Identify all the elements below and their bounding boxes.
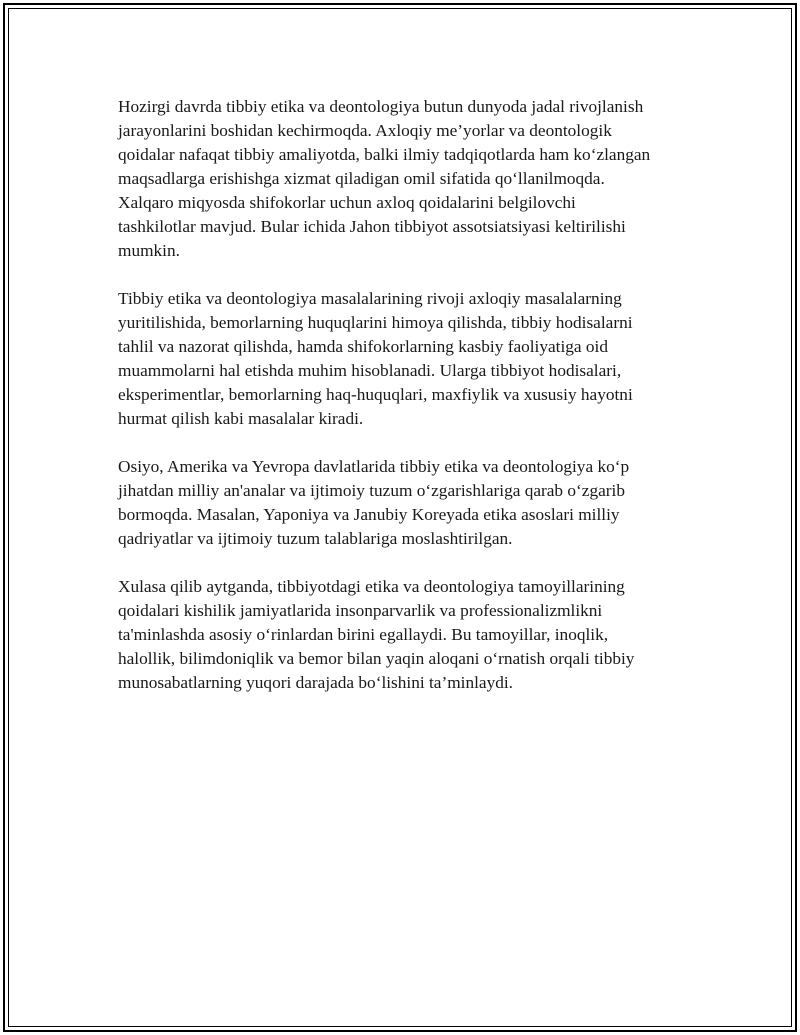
text-line: Osiyo, Amerika va Yevropa davlatlarida tibbiy etika va deontologiya ko‘p: [118, 457, 630, 476]
text-line: hurmat qilish kabi masalalar kiradi.: [118, 409, 364, 428]
text-line: yuritilishida, bemorlarning huquqlarini himoya qilishda, tibbiy hodisalarni: [118, 313, 633, 332]
text-line: jihatdan milliy an'analar va ijtimoiy tuzum o‘zgarishlariga qarab o‘zgarib: [118, 481, 625, 500]
text-line: bormoqda. Masalan, Yaponiya va Janubiy Koreyada etika asoslari milliy: [118, 505, 620, 524]
text-line: eksperimentlar, bemorlarning haq-huquqlari, maxfiylik va xususiy hayotni: [118, 385, 633, 404]
paragraph-4: [118, 575, 708, 695]
text-line: mumkin.: [118, 241, 180, 260]
text-line: munosabatlarning yuqori darajada bo‘lishini ta’minlaydi.: [118, 673, 513, 692]
text-line: jarayonlarini boshidan kechirmoqda. Axloqiy me’yorlar va deontologik: [118, 121, 612, 140]
document-body: [118, 95, 708, 719]
paragraph-2: [118, 287, 708, 431]
paragraph-3: [118, 455, 708, 551]
text-line: muammolarni hal etishda muhim hisoblanadi. Ularga tibbiyot hodisalari,: [118, 361, 622, 380]
text-line: Tibbiy etika va deontologiya masalalarining rivoji axloqiy masalalarning: [118, 289, 622, 308]
text-line: Hozirgi davrda tibbiy etika va deontologiya butun dunyoda jadal rivojlanish: [118, 97, 644, 116]
text-line: qadriyatlar va ijtimoiy tuzum talablariga moslashtirilgan.: [118, 529, 513, 548]
paragraph-1: [118, 95, 708, 263]
text-line: Xalqaro miqyosda shifokorlar uchun axloq qoidalarini belgilovchi: [118, 193, 576, 212]
text-line: tahlil va nazorat qilishda, hamda shifokorlarning kasbiy faoliyatiga oid: [118, 337, 608, 356]
text-line: tashkilotlar mavjud. Bular ichida Jahon tibbiyot assotsiatsiyasi keltirilishi: [118, 217, 626, 236]
text-line: ta'minlashda asosiy o‘rinlardan birini egallaydi. Bu tamoyillar, inoqlik,: [118, 625, 609, 644]
text-line: qoidalar nafaqat tibbiy amaliyotda, balki ilmiy tadqiqotlarda ham ko‘zlangan: [118, 145, 651, 164]
text-line: maqsadlarga erishishga xizmat qiladigan omil sifatida qo‘llanilmoqda.: [118, 169, 605, 188]
text-line: qoidalari kishilik jamiyatlarida insonparvarlik va professionalizmlikni: [118, 601, 603, 620]
text-line: Xulasa qilib aytganda, tibbiyotdagi etika va deontologiya tamoyillarining: [118, 577, 625, 596]
text-line: halollik, bilimdoniqlik va bemor bilan yaqin aloqani o‘rnatish orqali tibbiy: [118, 649, 635, 668]
